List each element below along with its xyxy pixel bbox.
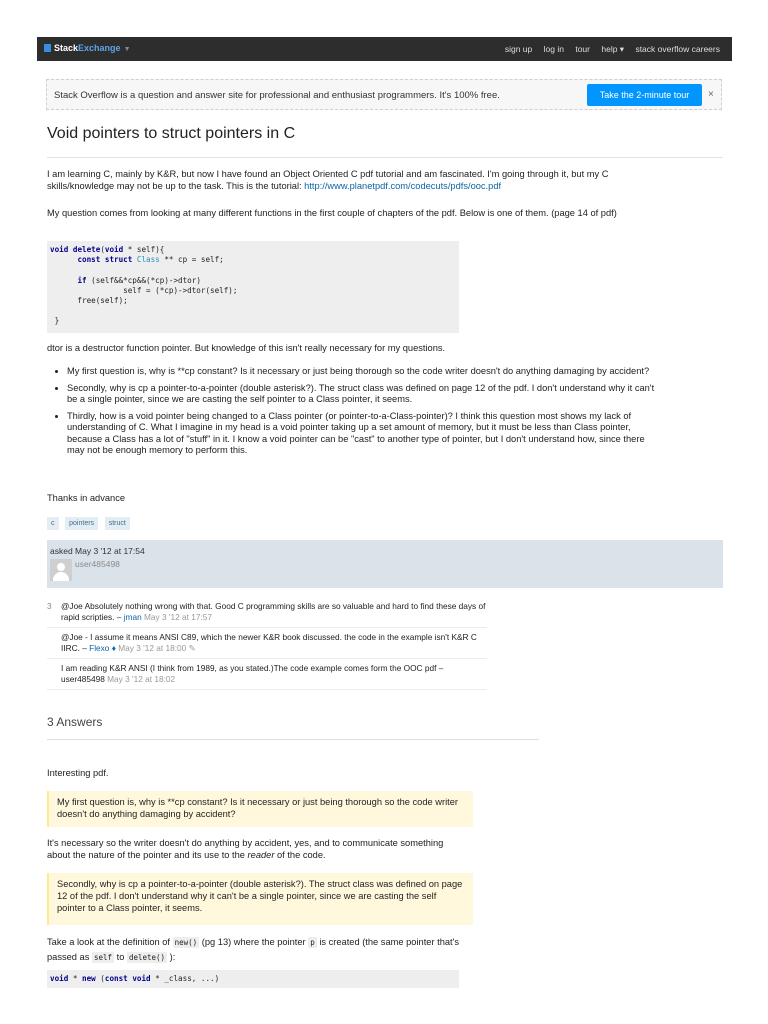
- comment-date[interactable]: May 3 '12 at 17:57: [144, 612, 213, 622]
- answer-text: It's necessary so the writer doesn't do anything by accident, yes, and to communicate something about the nature of the pointer and its use to the: [47, 838, 444, 860]
- question-title[interactable]: Void pointers to struct pointers in C: [47, 125, 296, 142]
- asked-date: asked May 3 '12 at 17:54: [50, 546, 145, 556]
- comment: [47, 628, 487, 659]
- code-block: void delete(void * self){ const struct Class ** cp = self; if (self&&*cp&&(*cp)->dtor) self = (*cp)->dtor(self); free(self); }: [47, 241, 459, 333]
- comment-score: 3: [47, 601, 52, 611]
- comment-date[interactable]: May 3 '12 at 18:02: [107, 674, 176, 684]
- answer-text: (pg 13) where the pointer: [199, 937, 309, 947]
- question-paragraph-2: My question comes from looking at many different functions in the first couple of chapters of the pdf. Below is one of them. (page 14 of pdf): [47, 208, 617, 218]
- question-paragraph-3: dtor is a destructor function pointer. But knowledge of this isn't really necessary for my questions.: [47, 343, 446, 353]
- top-bar: [37, 37, 732, 61]
- answer-quote-1: My first question is, why is **cp constant? Is it necessary or just being thorough so the code writer doesn't do anything damaging by accident?: [47, 791, 473, 827]
- answer-text: to: [114, 952, 127, 962]
- close-icon[interactable]: ×: [708, 89, 714, 100]
- comment-user[interactable]: user485498: [61, 674, 105, 684]
- stackexchange-logo[interactable]: [44, 43, 131, 53]
- welcome-banner: [46, 79, 722, 110]
- answer-text: of the code.: [274, 850, 326, 860]
- answer-intro: Interesting pdf.: [47, 768, 109, 778]
- answer-paragraph-1: [47, 837, 467, 861]
- question-paragraph-1: [47, 168, 659, 192]
- take-tour-button[interactable]: Take the 2-minute tour: [587, 84, 702, 106]
- answer-text: ):: [167, 952, 176, 962]
- inline-code: p: [310, 938, 315, 947]
- nav-sign-up[interactable]: sign up: [504, 44, 533, 54]
- tag-list: [47, 517, 134, 530]
- comment-list: [47, 597, 487, 690]
- comment-user[interactable]: jman: [123, 612, 142, 622]
- nav-tour[interactable]: tour: [575, 44, 590, 54]
- banner-text: Stack Overflow is a question and answer site for professional and enthusiast programmers. It's 100% free.: [54, 90, 500, 101]
- nav-careers[interactable]: stack overflow careers: [635, 44, 720, 54]
- comment-text: @Joe - I assume it means ANSI C89, which the newer K&R book discussed. the code in the example isn't K&R C IIRC. –: [61, 632, 477, 653]
- nav-log-in[interactable]: log in: [543, 44, 564, 54]
- inline-code: self: [93, 953, 113, 962]
- avatar[interactable]: [50, 559, 72, 581]
- question-p1-text: I am learning C, mainly by K&R, but now I have found an Object Oriented C pdf tutorial and am fascinated. I'm going through it, but my C skills/knowledge may not be up to the task. This is the tutorial:: [47, 169, 609, 191]
- asked-by-card: [47, 540, 723, 588]
- nav-help[interactable]: help ▾: [601, 44, 625, 54]
- answer-quote-2: Secondly, why is cp a pointer-to-a-pointer (double asterisk?). The struct class was defined on page 12 of the pdf. I don't understand why it can't be a single pointer, since we are casting the self pointer to a Class pointer, it seems.: [47, 873, 473, 925]
- asker-username[interactable]: user485498: [75, 559, 120, 569]
- divider: [47, 739, 539, 740]
- comment: [47, 659, 487, 690]
- comment-text: @Joe Absolutely nothing wrong with that. Good C programming skills are so valuable and hard to find these days of rapid scripties. –: [61, 601, 486, 622]
- list-item: • Thirdly, how is a void pointer being changed to a Class pointer (or pointer-to-a-Class-pointer)? I think this question most shows my lack of understanding of C. What I imagine in my head is a void pointer taking up a set amount of memory, but it must be less than Class pointer, because a Class has a lot of "stuff" in it. I know a void pointer can be "cast" to another type of pointer, but I don't understand how, since there may not be enough memory to perform this.: [67, 411, 659, 457]
- tag-c[interactable]: c: [47, 517, 59, 530]
- answer-emphasis: reader: [247, 850, 275, 860]
- comment-user[interactable]: Flexo ♦: [89, 643, 116, 653]
- stackexchange-icon: [44, 44, 51, 52]
- inline-code: new(): [174, 938, 198, 947]
- thanks-text: Thanks in advance: [47, 493, 126, 503]
- comment-text: I am reading K&R ANSI (I think from 1989, as you stated.)The code example comes form the OOC pdf –: [61, 663, 444, 673]
- list-item: • Secondly, why is cp a pointer-to-a-pointer (double asterisk?). The struct class was defined on page 12 of the pdf. I don't understand why it can't be a single pointer, since we are casting the self pointer to a Class pointer, it seems.: [67, 383, 659, 406]
- answer-text: is created (the same pointer that's passed as: [47, 937, 460, 962]
- logo-exchange-text: Exchange: [78, 43, 121, 53]
- tutorial-link[interactable]: http://www.planetpdf.com/codecuts/pdfs/ooc.pdf: [304, 181, 502, 191]
- top-nav: [496, 44, 720, 55]
- answer-code-block: void * new (const void * _class, ...): [47, 970, 459, 988]
- comment: [47, 597, 487, 628]
- answer-paragraph-2: [47, 935, 467, 965]
- question-list: [47, 366, 659, 462]
- logo-stack-text: Stack: [54, 43, 79, 53]
- list-item: • My first question is, why is **cp constant? Is it necessary or just being thorough so the code writer doesn't do anything damaging by accident?: [67, 366, 659, 378]
- tag-struct[interactable]: struct: [105, 517, 130, 530]
- chevron-down-icon: ▼: [123, 46, 131, 53]
- divider: [47, 157, 723, 158]
- tag-pointers[interactable]: pointers: [65, 517, 98, 530]
- answers-header: 3 Answers: [47, 715, 103, 729]
- inline-code: delete(): [128, 953, 166, 962]
- comment-date[interactable]: May 3 '12 at 18:00 ✎: [118, 643, 196, 653]
- answer-text: Take a look at the definition of: [47, 937, 173, 947]
